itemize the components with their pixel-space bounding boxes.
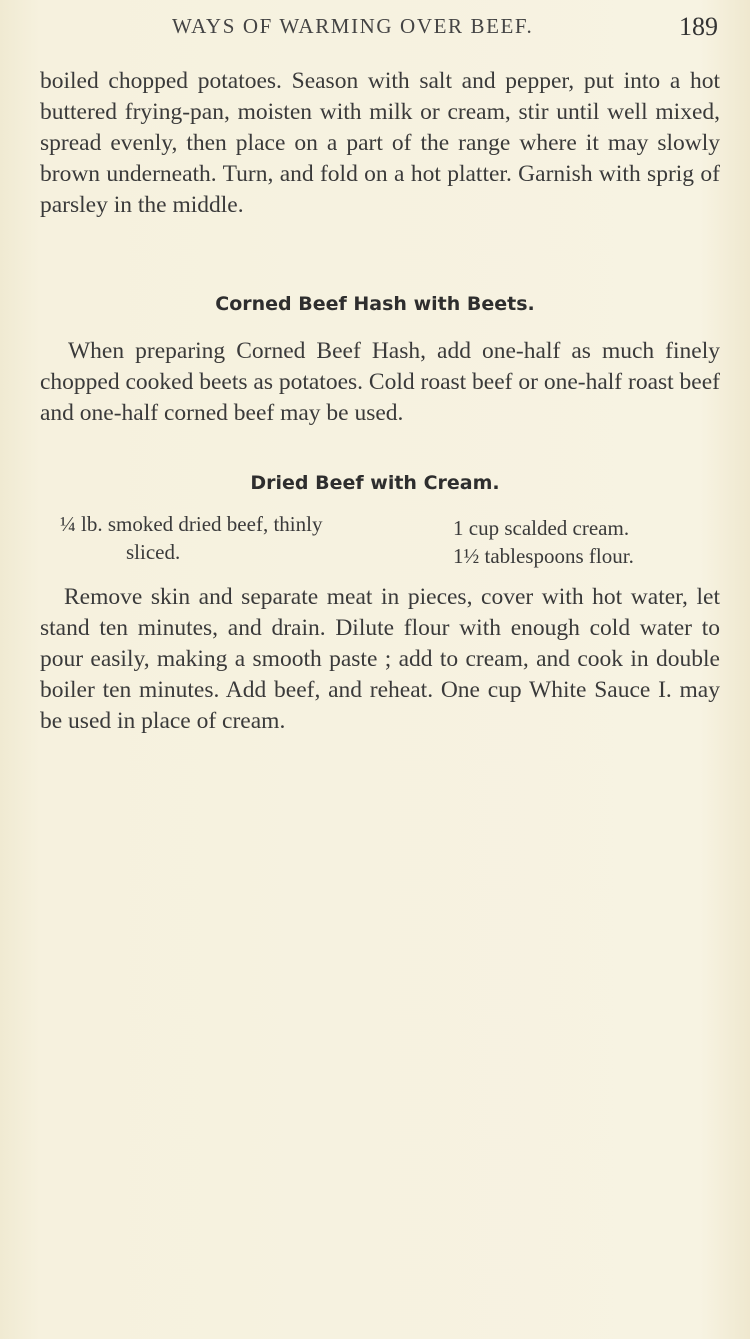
page-number: 189 xyxy=(679,12,718,41)
continuation-paragraph xyxy=(40,66,720,221)
ingredient-item: 1½ tablespoons flour. xyxy=(453,544,634,568)
ingredient-column-left xyxy=(60,510,420,566)
running-head xyxy=(0,10,750,46)
recipe-paragraph: Remove skin and separate meat in pieces, cover with hot water, let stand ten minutes, and drain. Dilute flour with enough cold water to pour easily, making a smooth paste ; add to cream, and cook in double boiler ten minutes. Add beef, and reheat. One cup White Sauce I. may be used in place of cream. xyxy=(40,584,720,734)
ingredient-item: 1 cup scalded cream. xyxy=(453,516,630,540)
recipe-title-dried-beef-with-cream: Dried Beef with Cream. xyxy=(250,472,500,494)
running-title: WAYS OF WARMING OVER BEEF. xyxy=(172,14,534,38)
ingredient-column-right xyxy=(453,514,713,570)
ingredient-line: ¼ lb. smoked dried beef, thinly xyxy=(60,512,323,536)
recipe-text-corned-beef-hash-with-beets xyxy=(40,336,720,429)
continuation-text: boiled chopped potatoes. Season with salt and pepper, put into a hot buttered frying-pan, moisten with milk or cream, stir until well mixed, spread evenly, then place on a part of the range where it may slowly brown underneath. Turn, and fold on a hot platter. Garnish with sprig of parsley in the middle. xyxy=(40,68,720,218)
ingredient-item xyxy=(60,510,420,566)
recipe-paragraph: When preparing Corned Beef Hash, add one-half as much finely chopped cooked beets as potatoes. Cold roast beef or one-half roast beef and one-half corned beef may be used. xyxy=(40,338,720,426)
recipe-title-corned-beef-hash-with-beets: Corned Beef Hash with Beets. xyxy=(215,293,535,315)
recipe-text-dried-beef-with-cream xyxy=(40,582,720,737)
ingredient-line-continued: sliced. xyxy=(126,540,181,564)
